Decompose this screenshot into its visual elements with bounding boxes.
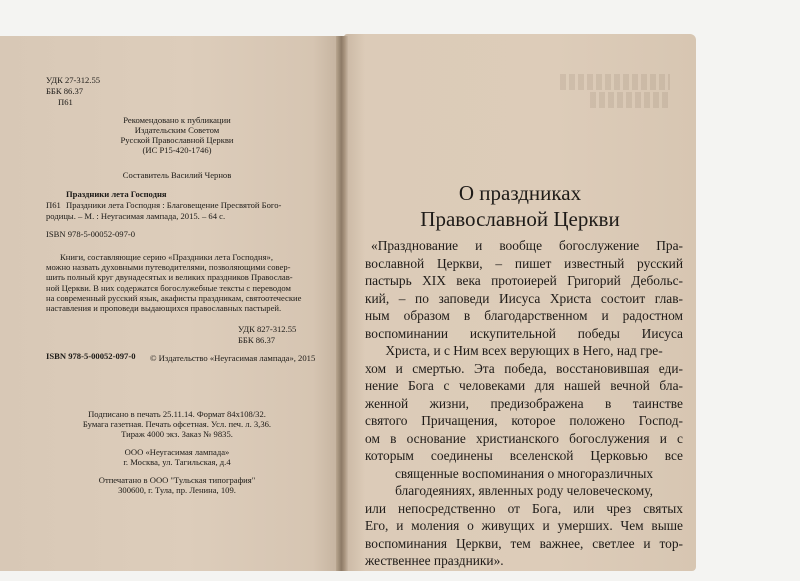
body-line: женной жизни, предизображена в таинстве xyxy=(365,395,683,411)
book-gutter xyxy=(336,36,348,571)
body-line: воспоминании искупительной победы Иисуса xyxy=(365,325,683,341)
printer-line: Отпечатано в ООО "Тульская типография" xyxy=(98,475,256,485)
body-line: благодеяниях, явленных роду человеческому, xyxy=(395,483,653,498)
printer-block xyxy=(46,475,308,495)
bleed-through-text xyxy=(560,74,670,90)
body-line: священные воспоминания о многоразличных xyxy=(394,465,654,481)
bleed-through-text xyxy=(590,92,670,108)
body-line: воспоминания Церкви, тем важнее, светлее и тор- xyxy=(365,535,683,551)
chapter-heading xyxy=(360,180,680,232)
description-line: на современный русский язык, акафисты праздникам, святоотеческие xyxy=(46,292,302,303)
publisher-line: г. Москва, ул. Тагильская, д.4 xyxy=(123,457,231,467)
body-line: хом и смертью. Эта победа, восстановившая еди- xyxy=(365,360,683,376)
compiler: Составитель Василий Чернов xyxy=(122,170,232,180)
copyright: © Издательство «Неугасимая лампада», 2015 xyxy=(150,353,316,363)
body-line: Его, и моления о живущих и умерших. Чем выше xyxy=(365,518,683,533)
body-line: кий, – по заповеди Иисуса Христа состоит глав- xyxy=(365,290,683,306)
catalog-line: Праздники лета Господня : Благовещение Пресвятой Бого- xyxy=(66,200,282,210)
author-code: П61 xyxy=(58,97,73,107)
printer-line: 300600, г. Тула, пр. Ленина, 109. xyxy=(118,485,236,495)
isbn-bottom: ISBN 978-5-00052-097-0 xyxy=(46,351,136,361)
body-line: ом в основание христианского богослужения и с xyxy=(365,430,683,446)
recommendation-line: Рекомендовано к публикации xyxy=(123,115,231,125)
body-line: ным образом в благодарственном и радостном xyxy=(365,308,683,323)
body-line: Христа, и с Ним всех верующих в Него, над гре- xyxy=(385,343,663,358)
body-line: «Празднование и вообще богослужение Пра- xyxy=(371,238,683,253)
recommendation-line: Русской Православной Церкви xyxy=(120,135,234,145)
description-line: наставления и проповеди выдающихся православных пастырей. xyxy=(46,303,282,314)
bbk-code-2: ББК 86.37 xyxy=(238,335,276,345)
description-line: можно назвать духовными путеводителями, позволяющими совер- xyxy=(46,262,291,273)
heading-line: О праздниках xyxy=(458,181,582,205)
body-line: нение Бога с человеками для нашей вечной бла- xyxy=(365,378,683,393)
chapter-body xyxy=(365,237,683,570)
body-line: или непосредственно от Бога, или чрез святых xyxy=(365,500,683,516)
udk-code: УДК 27-312.55 xyxy=(46,75,101,85)
series-title: Праздники лета Господня xyxy=(66,189,167,199)
print-info-line: Тираж 4000 экз. Заказ № 9835. xyxy=(121,429,233,439)
body-line: которым соединены вселенской Церковью все xyxy=(365,448,683,463)
description-line: шить полный круг двунадесятых и великих праздников Православ- xyxy=(46,272,293,283)
print-info-line: Бумага газетная. Печать офсетная. Усл. печ. л. 3,36. xyxy=(82,419,272,429)
print-info-block xyxy=(46,409,308,439)
isbn: ISBN 978-5-00052-097-0 xyxy=(46,229,136,239)
body-line: жественнее праздники». xyxy=(365,553,504,568)
publisher-block xyxy=(46,447,308,467)
publisher-line: ООО «Неугасимая лампада» xyxy=(124,447,230,457)
body-line: святого Причащения, которое положено Господ- xyxy=(365,413,683,428)
recommendation-block xyxy=(46,115,308,155)
bbk-code: ББК 86.37 xyxy=(46,86,84,96)
recommendation-line: (ИС Р15-420-1746) xyxy=(142,145,212,155)
series-description xyxy=(46,252,308,313)
description-line: ной Церкви. В них содержатся богослужебные тексты с переводом xyxy=(46,282,291,293)
catalog-line: родицы. – М. : Неугасимая лампада, 2015. – 64 с. xyxy=(46,211,226,221)
body-line: вославной Церкви, – пишет известный русский xyxy=(365,255,683,271)
heading-line: Православной Церкви xyxy=(420,207,620,231)
catalog-code: П61 xyxy=(46,200,61,210)
recommendation-line: Издательским Советом xyxy=(134,125,220,135)
body-line: пастырь XIX века протоиерей Григорий Дебольс- xyxy=(365,273,683,288)
print-info-line: Подписано в печать 25.11.14. Формат 84х108/32. xyxy=(88,409,266,419)
udk-code-2: УДК 827-312.55 xyxy=(238,324,297,334)
description-line: Книги, составляющие серию «Праздники лета Господня», xyxy=(60,252,273,262)
